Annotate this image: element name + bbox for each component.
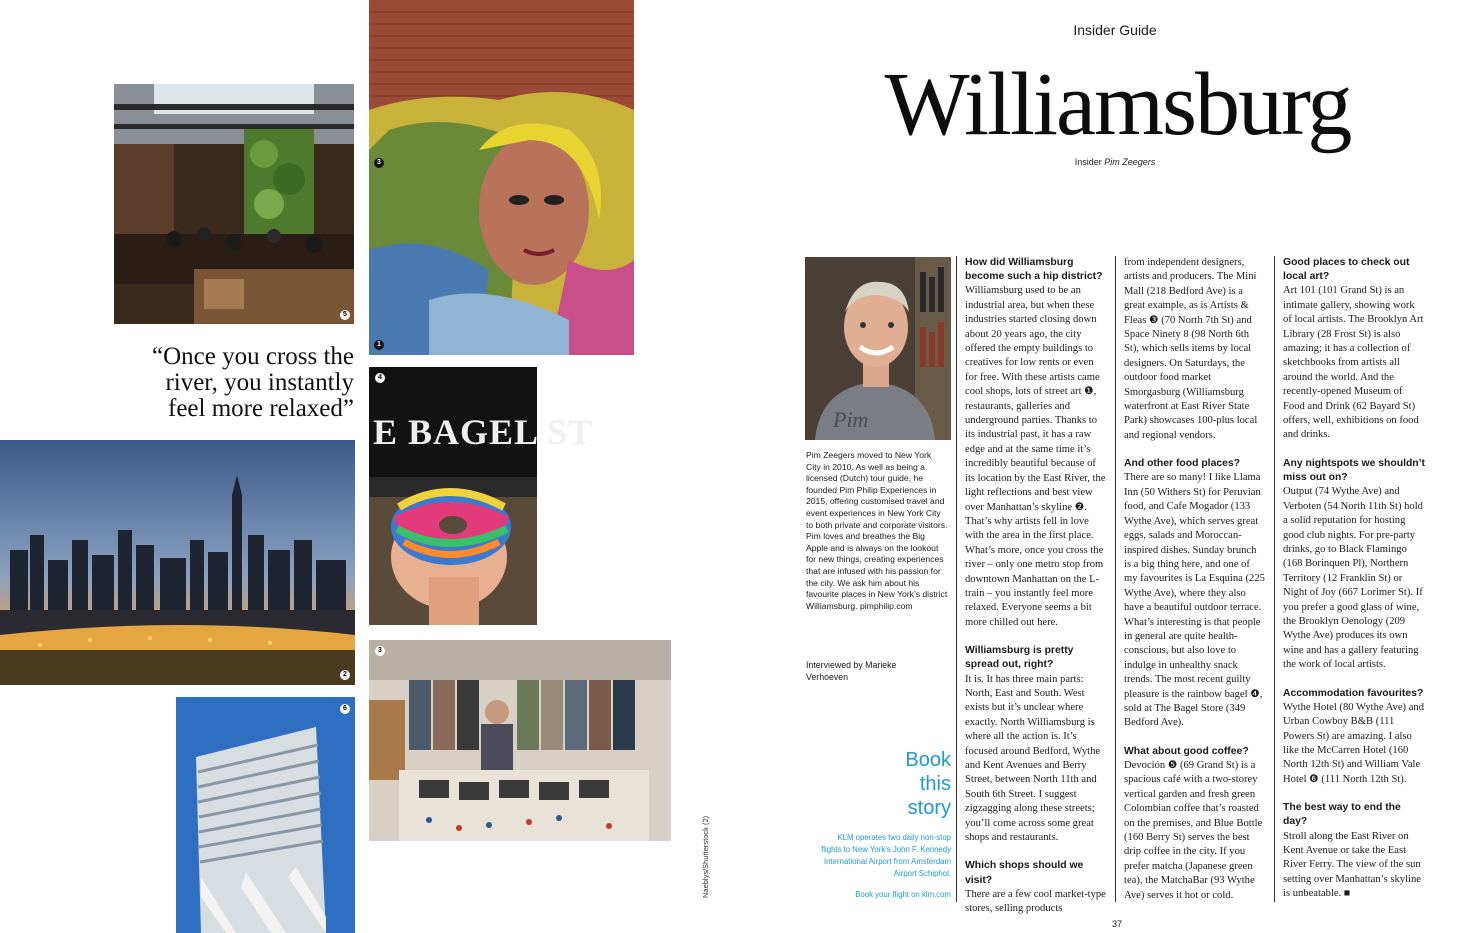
bagel-store-sign: E BAGEL ST	[373, 412, 594, 452]
photo-number: 1	[374, 340, 384, 350]
question-heading: And other food places?	[1124, 458, 1241, 470]
answer-paragraph: There are so many! I like Llama Inn (50 Withers St) for Peruvian food, and Cafe Mogador (133 Wythe Ave), which serves great eggs, salads and Moroccan-inspired dishes. Sunday brunch is a big thing here, and one of my favourites is La Esquina (225 Wythe Ave), where they also have a beautiful outdoor terrace. What’s interesting is that people in general are quite health-conscious, but also love to indulge in unhealthy snack trends. The most recent guilty pleasure is the rainbow bagel ❹, sold at The Bagel Store (349 Bedford Ave).	[1124, 472, 1265, 729]
article-column-1	[965, 256, 1107, 917]
book-heading-line: Book	[905, 749, 951, 771]
answer-paragraph: Output (74 Wythe Ave) and Verboten (54 North 11th St) hold a solid reputation for hosting good club nights. For pre-party drinks, go to Black Flamingo (168 Borinquen Pl), Northern Territory (12 Franklin St) or Night of Joy (667 Lorimer St). If you prefer a good glass of wine, the Brooklyn Oenology (209 Wythe Ave) produces its own wine and has a gallery featuring the work of local artists.	[1283, 486, 1423, 671]
column-divider	[956, 256, 957, 902]
answer-paragraph: Devoción ❺ (69 Grand St) is a spacious café with a two-storey vertical garden and fresh green Colombian coffee that’s roasted on the premises, and Blue Bottle (160 Berry St) serves the best drip coffee in the city. If you prefer matcha (Japanese green tea), the MatchaBar (93 Wythe Ave) serves it hot or cold.	[1124, 760, 1263, 901]
answer-paragraph: It is. It has three main parts: North, East and South. West exists but it’s unclear where exactly. North Williamsburg is where all the action is. It’s focused around Bedford, Wythe and Kent Avenues and Berry Street, between North 11th and South 6th Street. I suggest zigzagging along these streets; you’ll come across some great shops and restaurants.	[965, 673, 1101, 844]
bio-text	[806, 450, 948, 612]
photo-number: 4	[375, 373, 385, 383]
bagel-photo	[369, 367, 594, 625]
pull-quote-line: river, you instantly	[165, 369, 354, 396]
market-photo	[369, 640, 671, 841]
photo-number: 3	[374, 158, 384, 168]
answer-paragraph: Williamsburg used to be an industrial area, but when these industries started closing down about 20 years ago, the city offered the empty buildings to creatives for low rents or even for free. With these artists came cool shops, lots of street art ❶, restaurants, galleries and underground parties. Thanks to its industrial past, it has a raw edge and at the same time it’s incredibly beautiful because of its location by the East River, the light reflections and best view over Manhattan’s skyline ❷. That’s why artists fell in love with the area in the first place. What’s more, once you cross the river – only one metro stop from downtown Manhattan on the L-train – you instantly feel more relaxed. Everyone seems a bit more chilled out here.	[965, 285, 1106, 628]
insider-label: Insider	[1074, 157, 1102, 167]
answer-paragraph: Art 101 (101 Grand St) is an intimate gallery, showing work of local artists. The Brooklyn Art Library (28 Frost St) is also amazing; it has a collection of sketchbooks from artists all around the world. And the recently-opened Museum of Food and Drink (62 Bayard St) offers, well, exhibitions on food and drinks.	[1283, 285, 1424, 441]
pull-quote-line: “Once you cross the	[151, 343, 354, 370]
question-heading: Good places to check out local art?	[1283, 257, 1410, 283]
booking-link[interactable]: Book your flight on klm.com	[855, 890, 951, 899]
question-heading: How did Williamsburg become such a hip district?	[965, 257, 1103, 283]
book-heading	[860, 748, 951, 820]
photo-number: 3	[375, 646, 385, 656]
question-heading: Williamsburg is pretty spread out, right?	[965, 645, 1074, 671]
insider-name: Pim Zeegers	[1104, 157, 1156, 167]
pull-quote	[100, 344, 354, 422]
photo-credit: Naeblys/Shutterstock (2)	[701, 815, 710, 898]
question-heading: Accommodation favourites?	[1283, 687, 1424, 699]
photo-number: 6	[340, 704, 350, 714]
pull-quote-line: feel more relaxed”	[168, 395, 354, 422]
page-number: 37	[1111, 919, 1122, 929]
article-column-3	[1283, 256, 1425, 902]
portrait-photo	[805, 257, 951, 440]
answer-paragraph: Stroll along the East River on Kent Avenue or take the East River Ferry. The view of the sun setting over Manhattan’s skyline is unbeatable. ■	[1283, 830, 1421, 900]
answer-paragraph: There are a few cool market-type stores, selling products	[965, 888, 1106, 915]
article-column-2	[1124, 256, 1266, 903]
cafe-photo	[114, 84, 354, 324]
tower-photo	[176, 697, 355, 933]
question-heading: What about good coffee?	[1124, 745, 1249, 757]
insider-credit	[1050, 157, 1180, 167]
book-heading-line: this	[919, 773, 951, 795]
question-heading: Any nightspots we shouldn’t miss out on?	[1283, 457, 1425, 484]
book-heading-line: story	[907, 797, 951, 819]
photo-number: 5	[340, 310, 350, 320]
section-kicker: Insider Guide	[1073, 22, 1157, 38]
shirt-text: Pim	[833, 407, 869, 432]
skyline-photo	[0, 440, 355, 685]
flight-info: KLM operates two daily non-stop flights to New York’s John F. Kennedy International Airport from Amsterdam Airport Schiphol.	[821, 833, 951, 878]
photo-number: 2	[340, 670, 350, 680]
question-heading: The best way to end the day?	[1283, 802, 1401, 828]
mural-photo	[369, 0, 634, 355]
interviewer-credit: Interviewed by Marieke Verhoeven	[806, 660, 897, 682]
column-divider	[1115, 256, 1116, 902]
bio-paragraph: Pim Zeegers moved to New York City in 2010. As well as being a licensed (Dutch) tour guide, he founded Pim Philip Experiences in 2015, offering customised travel and event experiences in New York City to both private and corporate visitors. Pim loves and breathes the Big Apple and is always on the lookout for new things, creating experiences that are infused with his passion for the city. We ask him about his favourite places in New York’s district Williamsburg.	[806, 450, 948, 611]
page-title: Williamsburg	[884, 55, 1351, 154]
column-divider	[1274, 256, 1275, 902]
bio-website[interactable]: pimphilip.com	[859, 600, 913, 611]
answer-paragraph: Wythe Hotel (80 Wythe Ave) and Urban Cowboy B&B (111 Powers St) are amazing. I also like the McCarren Hotel (160 North 12th St) and William Vale Hotel ❻ (111 North 12th St).	[1283, 701, 1425, 785]
answer-paragraph: from independent designers, artists and producers. The Mini Mall (218 Bedford Ave) is a great example, as is Artists & Fleas ❸ (70 North 7th St) and Space Ninety 8 (98 North 6th St), which sells items by local designers. On Saturdays, the outdoor food market Smorgasburg (Williamsburg waterfront at East River State Park) showcases 100-plus local and regional vendors.	[1124, 257, 1258, 441]
question-heading: Which shops should we visit?	[965, 860, 1084, 886]
